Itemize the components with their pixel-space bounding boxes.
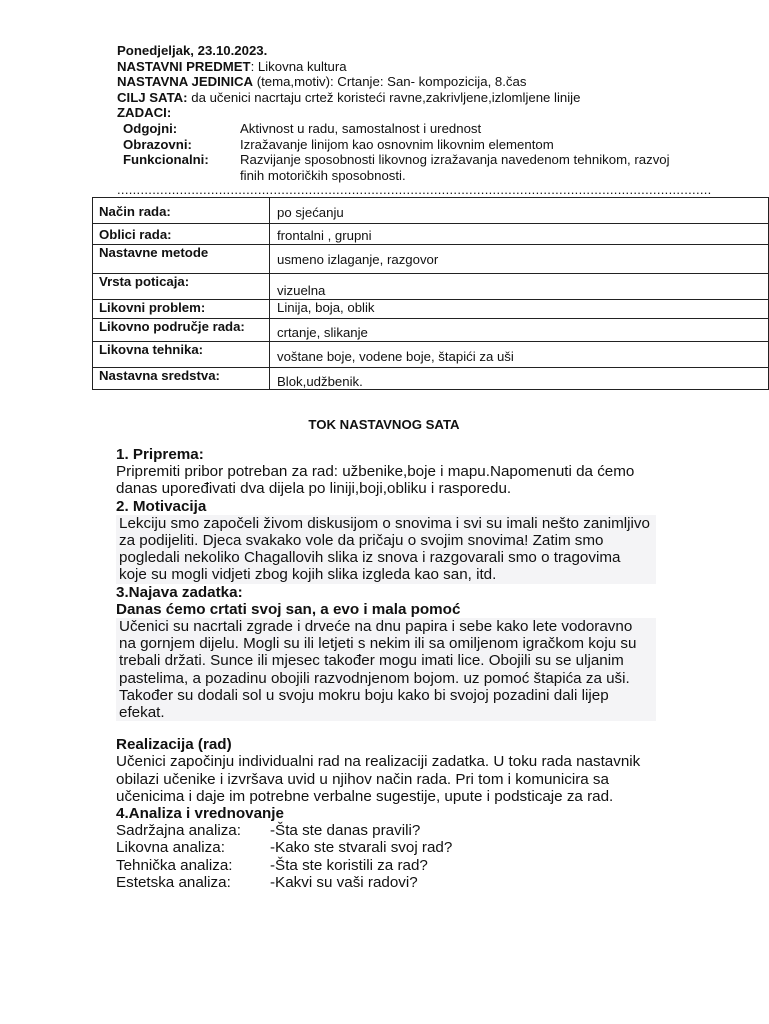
row-value: po sjećanju [270, 198, 769, 224]
row-value: vizuelna [270, 274, 769, 300]
section-title: TOK NASTAVNOG SATA [308, 417, 460, 432]
preparation-text: Pripremiti pribor potreban za rad: užbenike,boje i mapu.Napomenuti da ćemo danas upoređivati dva dijela po liniji,boji,obliku i rasporedu. [116, 463, 635, 498]
goal-line: CILJ SATA: da učenici nacrtaju crtež koristeći ravne,zakrivljene,izlomljene linije [117, 89, 581, 105]
analysis-row: Sadržajna analiza: -Šta ste danas pravili? [116, 822, 421, 840]
table-row [93, 224, 769, 245]
motivation-text: Lekciju smo započeli živom diskusijom o snovima i svi su imali nešto zanimljivo za podijeliti. Djeca svakako vole da pričaju o svojim snovima! Zatim smo pogledali nekoliko Chagallovih slika iz snova i razgovarali smo o tragovima koje su mogli vidjeti zbog kojih slika izgleda kao san, itd. [116, 515, 656, 584]
unit-line: NASTAVNA JEDINICA (tema,motiv): Crtanje: San- kompozicija, 8.čas [117, 74, 527, 90]
lesson-date: Ponedjeljak, 23.10.2023. [117, 43, 268, 58]
row-value: Linija, boja, oblik [270, 300, 769, 319]
table-row [93, 300, 769, 319]
realization-heading: Realizacija (rad) [116, 736, 232, 754]
subject-line: NASTAVNI PREDMET: Likovna kultura [117, 58, 347, 74]
row-key: Oblici rada: [93, 224, 270, 245]
table-row [93, 198, 769, 224]
row-key: Nastavne metode [93, 245, 270, 274]
row-value: frontalni , grupni [270, 224, 769, 245]
task-row: Funkcionalni: Razvijanje sposobnosti likovnog izražavanja navedenom tehnikom, razvoj finih motoričkih sposobnosti. [123, 152, 670, 183]
realization-text: Učenici započinju individualni rad na realizaciji zadatka. U toku rada nastavnik obilazi učenike i izvršava uvid u njihov način rada. Pri tom i komunicira sa učenicima i daje im potrebne verbalne sugestije, upute i podsticaje za rad. [116, 753, 641, 805]
analysis-row: Tehnička analiza: -Šta ste koristili za rad? [116, 856, 428, 874]
table-row [93, 319, 769, 342]
task-announcement-text: Učenici su nacrtali zgrade i drveće na dnu papira i sebe kako lete vodoravno na gornjem dijelu. Mogli su ili letjeti s nekim ili sa omiljenom igračkom koju su trebali držati. Sunce ili mjesec također mogu imati lice. Obojili su se uljanim pastelima, a pozadinu obojili razvodnjenom bojom. uz pomoć štapića za uši. Također su dodali sol u svoju mokru boju kako bi svojoj pozadini dali lijep efekat. [116, 618, 656, 721]
row-key: Vrsta poticaja: [93, 274, 270, 300]
task-row: Obrazovni: Izražavanje linijom kao osnovnim likovnim elementom [123, 136, 554, 152]
table-row [93, 368, 769, 390]
row-value: Blok,udžbenik. [270, 368, 769, 390]
lesson-header [117, 43, 712, 198]
task-announcement-subheading: Danas ćemo crtati svoj san, a evo i mala pomoć [116, 600, 461, 618]
row-key: Likovni problem: [93, 300, 270, 319]
dotted-separator: ........................................................................................................................................................ [117, 182, 712, 198]
row-key: Način rada: [93, 198, 270, 224]
analysis-heading: 4.Analiza i vrednovanje [116, 805, 284, 823]
motivation-heading: 2. Motivacija [116, 497, 207, 515]
analysis-row: Likovna analiza: -Kako ste stvarali svoj rad? [116, 839, 453, 857]
analysis-row: Estetska analiza: -Kakvi su vaši radovi? [116, 873, 418, 891]
lesson-body [116, 446, 656, 891]
table-row [93, 245, 769, 274]
row-value: usmeno izlaganje, razgovor [270, 245, 769, 274]
row-key: Likovno područje rada: [93, 319, 270, 342]
table-row [93, 342, 769, 368]
row-value: voštane boje, vodene boje, štapići za uši [270, 342, 769, 368]
tasks-label: ZADACI: [117, 105, 172, 121]
preparation-heading: 1. Priprema: [116, 446, 204, 463]
row-key: Nastavna sredstva: [93, 368, 270, 390]
row-value: crtanje, slikanje [270, 319, 769, 342]
task-row: Odgojni: Aktivnost u radu, samostalnost i urednost [123, 120, 482, 136]
lesson-info-table [92, 197, 769, 390]
task-announcement-heading: 3.Najava zadatka: [116, 583, 243, 601]
row-key: Likovna tehnika: [93, 342, 270, 368]
table-row [93, 274, 769, 300]
